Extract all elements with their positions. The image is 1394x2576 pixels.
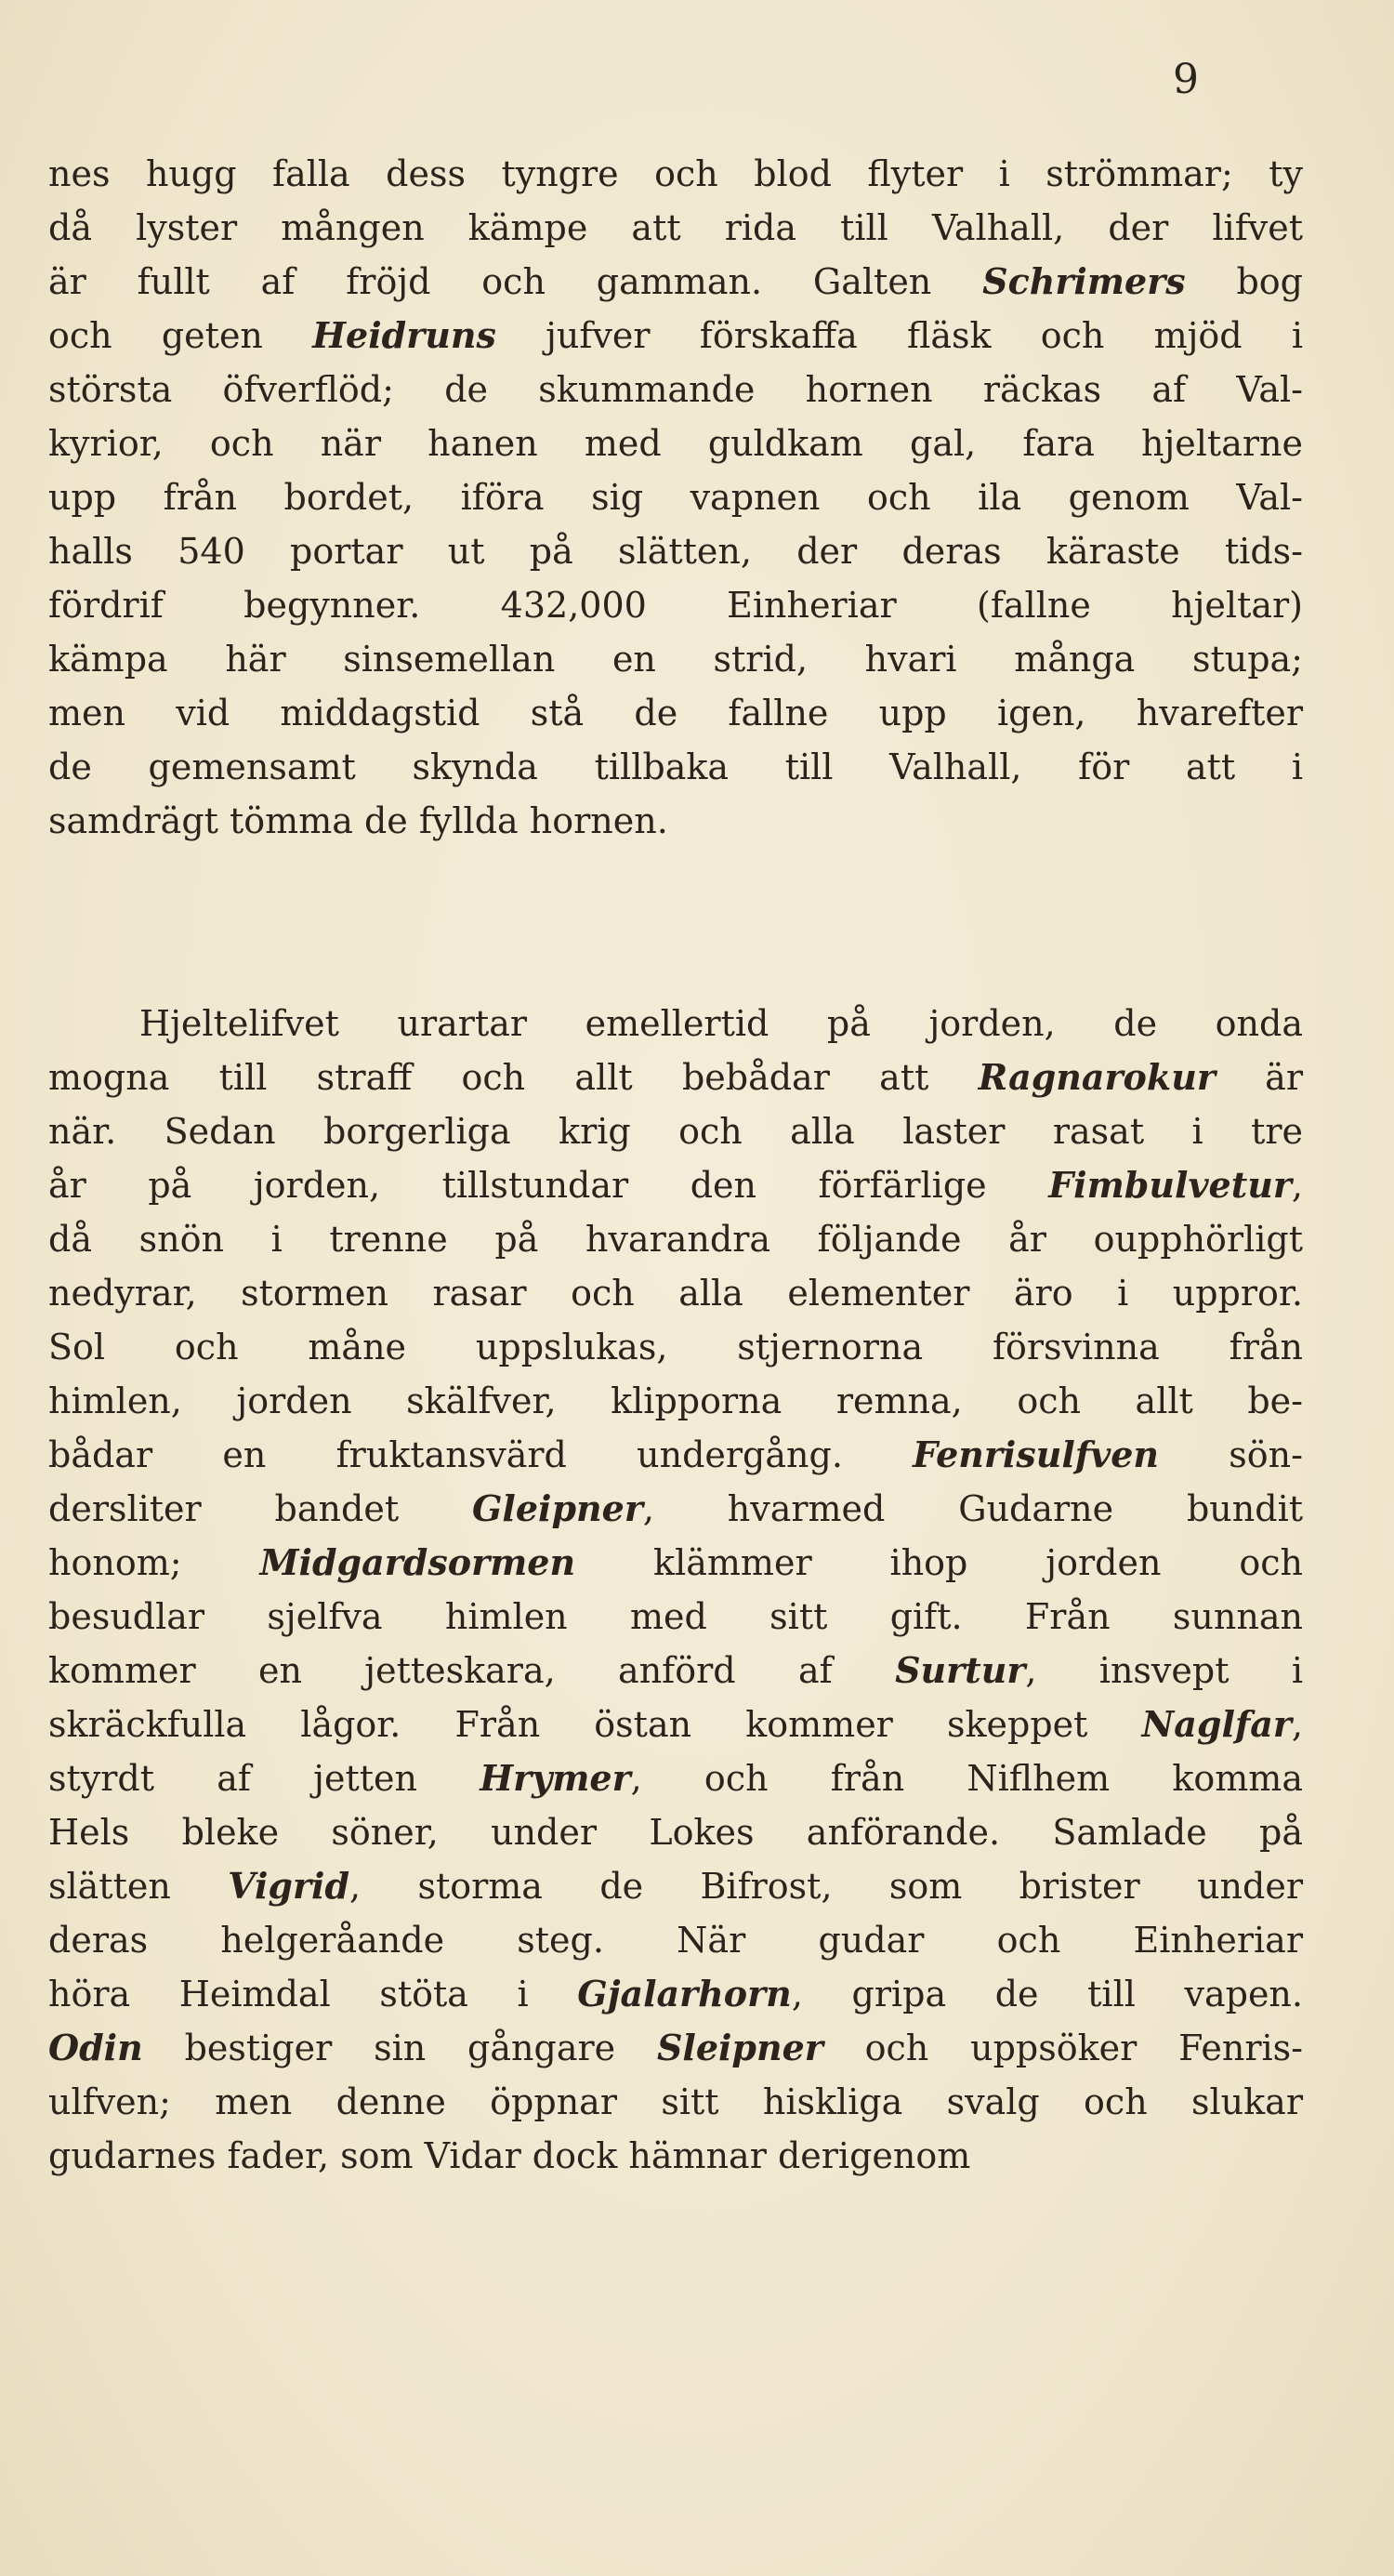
italic-name: Schrimers xyxy=(982,260,1186,302)
paragraph-1-text xyxy=(48,147,1303,848)
text-line: Hjeltelifvet urartar emellertid på jorden, de onda xyxy=(139,1003,1303,1044)
text-line: halls 540 portar ut på slätten, der deras käraste tids- xyxy=(48,531,1303,572)
text-line: fördrif begynner. 432,000 Einheriar (fallne hjeltar) xyxy=(48,585,1303,626)
text-line: största öfverflöd; de skummande hornen räckas af Val- xyxy=(48,369,1303,410)
text-line: dersliter bandet Gleipner, hvarmed Gudarne bundit xyxy=(48,1487,1304,1529)
italic-name: Gleipner xyxy=(471,1487,643,1529)
paragraph-ragnarok xyxy=(48,997,1303,2183)
text-line: skräckfulla lågor. Från östan kommer skeppet Naglfar, xyxy=(48,1703,1303,1745)
text-line: höra Heimdal stöta i Gjalarhorn, gripa de till vapen. xyxy=(48,1973,1303,2015)
text-line: upp från bordet, iföra sig vapnen och ila genom Val- xyxy=(48,477,1303,518)
page-number: 9 xyxy=(1173,56,1199,103)
italic-name: Naglfar xyxy=(1141,1703,1292,1745)
italic-name: Fenrisulfven xyxy=(913,1433,1160,1475)
text-line: kommer en jetteskara, anförd af Surtur, insvept i xyxy=(48,1649,1303,1691)
text-line: är fullt af fröjd och gamman. Galten Schrimers bog xyxy=(48,260,1303,302)
text-line: nes hugg falla dess tyngre och blod flyter i strömmar; ty xyxy=(48,153,1303,194)
text-line: bådar en fruktansvärd undergång. Fenrisulfven sön- xyxy=(48,1433,1303,1475)
text-line: kämpa här sinsemellan en strid, hvari många stupa; xyxy=(48,639,1303,680)
italic-name: Hrymer xyxy=(480,1757,631,1799)
text-line: de gemensamt skynda tillbaka till Valhall, för att i xyxy=(48,746,1303,787)
text-line: himlen, jorden skälfver, klipporna remna, och allt be- xyxy=(48,1380,1303,1421)
text-line: styrdt af jetten Hrymer, och från Niflhem komma xyxy=(48,1757,1303,1799)
text-line: mogna till straff och allt bebådar att Ragnarokur är xyxy=(48,1056,1303,1098)
text-line: Hels bleke söner, under Lokes anförande. Samlade på xyxy=(48,1812,1303,1853)
text-line: Sol och måne uppslukas, stjernorna försvinna från xyxy=(48,1327,1303,1367)
text-line: då lyster mången kämpe att rida till Valhall, der lifvet xyxy=(48,207,1303,248)
italic-name: Ragnarokur xyxy=(978,1056,1216,1098)
text-line: slätten Vigrid, storma de Bifrost, som brister under xyxy=(48,1865,1303,1907)
text-line: honom; Midgardsormen klämmer ihop jorden och xyxy=(48,1541,1303,1583)
text-line: gudarnes fader, som Vidar dock hämnar derigenom xyxy=(48,2135,971,2176)
italic-name: Heidruns xyxy=(312,314,496,356)
italic-name: Gjalarhorn xyxy=(577,1973,792,2015)
italic-name: Sleipner xyxy=(656,2027,823,2068)
text-line: men vid middagstid stå de fallne upp igen, hvarefter xyxy=(48,693,1303,733)
text-line: och geten Heidruns jufver förskaffa fläsk och mjöd i xyxy=(48,314,1303,356)
paragraph-2-text xyxy=(48,997,1303,2183)
italic-name: Surtur xyxy=(895,1649,1026,1691)
text-line: nedyrar, stormen rasar och alla elementer äro i uppror. xyxy=(48,1273,1303,1314)
text-line: deras helgeråande steg. När gudar och Einheriar xyxy=(48,1920,1303,1961)
text-line: Odin bestiger sin gångare Sleipner och uppsöker Fenris- xyxy=(48,2027,1303,2068)
text-line: besudlar sjelfva himlen med sitt gift. Från sunnan xyxy=(48,1596,1303,1637)
text-line: samdrägt tömma de fyllda hornen. xyxy=(48,800,668,841)
text-line: ulfven; men denne öppnar sitt hiskliga svalg och slukar xyxy=(48,2081,1303,2122)
text-line: när. Sedan borgerliga krig och alla laster rasat i tre xyxy=(48,1111,1303,1152)
text-line: år på jorden, tillstundar den förfärlige Fimbulvetur, xyxy=(48,1164,1303,1206)
italic-name: Vigrid xyxy=(228,1865,350,1907)
italic-name: Odin xyxy=(48,2027,143,2068)
text-line: då snön i trenne på hvarandra följande år oupphörligt xyxy=(48,1219,1303,1260)
italic-name: Midgardsormen xyxy=(259,1541,576,1583)
text-line: kyrior, och när hanen med guldkam gal, fara hjeltarne xyxy=(48,423,1303,464)
paragraph-valhall xyxy=(48,147,1303,848)
italic-name: Fimbulvetur xyxy=(1048,1164,1292,1206)
